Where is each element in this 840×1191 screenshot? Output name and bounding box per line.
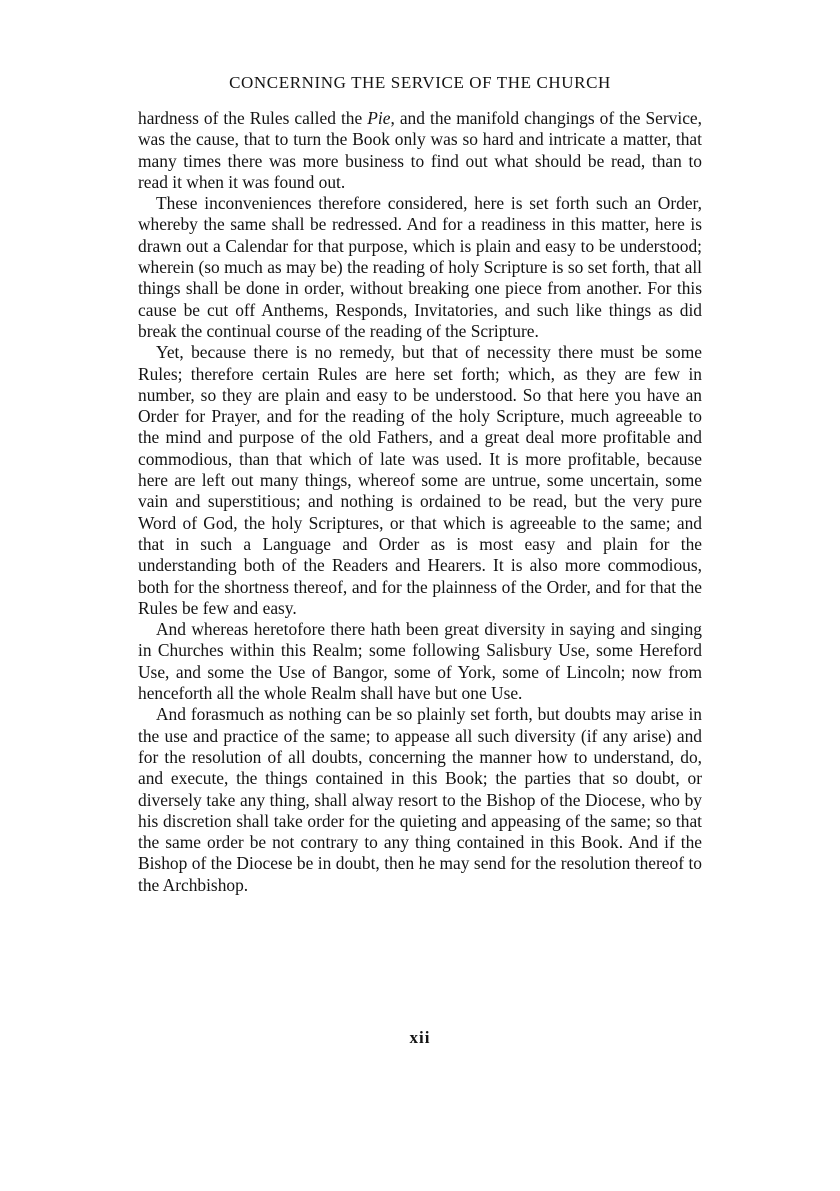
paragraph-2: These inconveniences therefore considered, here is set forth such an Order, whereby the same shall be redressed. And for a readiness in this matter, here is drawn out a Calendar for that purpose, which is plain and easy to be understood; wherein (so much as may be) the reading of holy Scripture is so set forth, that all things shall be done in order, without breaking one piece from another. For this cause be cut off Anthems, Responds, Invitatories, and such like things as did break the continual course of the reading of the Scripture. <box>138 193 702 341</box>
paragraph-3: Yet, because there is no remedy, but that of necessity there must be some Rules; therefore certain Rules are here set forth; which, as they are few in number, so they are plain and easy to be understood. So that here you have an Order for Prayer, and for the reading of the holy Scripture, much agreeable to the mind and purpose of the old Fathers, and a great deal more profitable and commodious, than that which of late was used. It is more profitable, because here are left out many things, whereof some are untrue, some uncertain, some vain and superstitious; and nothing is ordained to be read, but the very pure Word of God, the holy Scriptures, or that which is agreeable to the same; and that in such a Language and Order as is most easy and plain for the understanding both of the Readers and Hearers. It is also more commodious, both for the shortness thereof, and for the plainness of the Order, and for that the Rules be few and easy. <box>138 342 702 618</box>
paragraph-1-text-end: , and the manifold changings of the Service, was the cause, that to turn the Book only was so hard and intricate a matter, that many times there was more business to find out what should be read, than to read it when it was found out. <box>138 108 702 192</box>
page-number: xii <box>409 1028 431 1047</box>
page-content <box>138 72 702 896</box>
body-text <box>138 108 702 896</box>
paragraph-5: And forasmuch as nothing can be so plainly set forth, but doubts may arise in the use and practice of the same; to appease all such diversity (if any arise) and for the resolution of all doubts, concerning the manner how to understand, do, and execute, the things contained in this Book; the parties that so doubt, or diversely take any thing, shall alway resort to the Bishop of the Diocese, who by his discretion shall take order for the quieting and appeasing of the same; so that the same order be not contrary to any thing contained in this Book. And if the Bishop of the Diocese be in doubt, then he may send for the resolution thereof to the Archbishop. <box>138 704 702 895</box>
running-head: CONCERNING THE SERVICE OF THE CHURCH <box>229 73 611 92</box>
paragraph-1-emphasis: Pie <box>367 108 391 128</box>
paragraph-1-text-start: hardness of the Rules called the <box>138 108 368 128</box>
paragraph-4: And whereas heretofore there hath been great diversity in saying and singing in Churches within this Realm; some following Salisbury Use, some Hereford Use, and some the Use of Bangor, some of York, some of Lincoln; now from henceforth all the whole Realm shall have but one Use. <box>138 619 702 704</box>
paragraph-1 <box>138 108 702 193</box>
